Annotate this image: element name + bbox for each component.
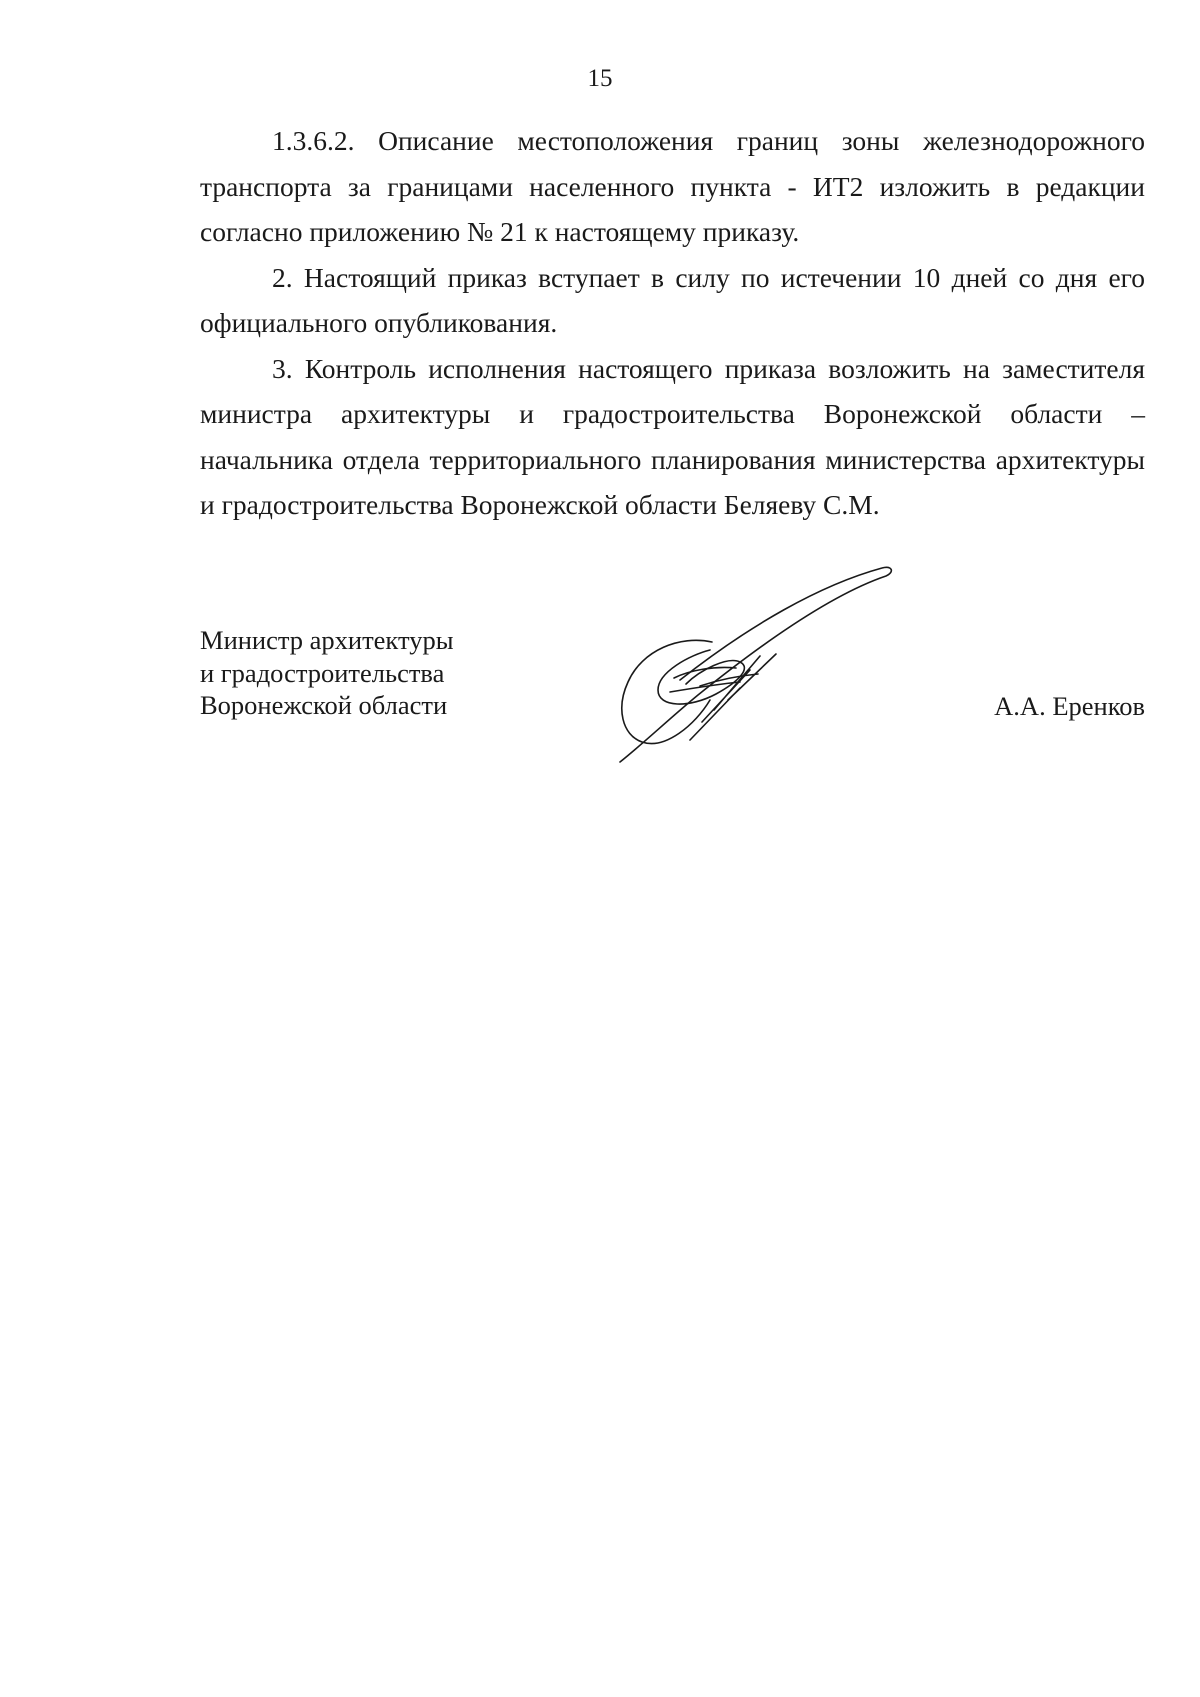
paragraph-2: 2. Настоящий приказ вступает в силу по истечении 10 дней со дня его официального опубликования.: [200, 261, 1145, 338]
signer-name: А.А. Еренков: [994, 691, 1145, 721]
page-number: 15: [587, 65, 613, 92]
signer-title-line: Воронежской области: [200, 690, 448, 720]
handwritten-signature: [590, 550, 970, 790]
paragraph-3: 3. Контроль исполнения настоящего приказа возложить на заместителя министра архитектуры и градостроительства Воронежской области – начальника отдела территориального планирования министерства архитектуры и градостроительства Воронежской области Беляеву С.М.: [200, 352, 1145, 520]
signer-title-line: и градостроительства: [200, 657, 445, 688]
signer-title: [200, 624, 454, 722]
document-body: [200, 118, 1145, 528]
paragraph-1-3-6-2: 1.3.6.2. Описание местоположения границ зоны железнодорожного транспорта за границами населенного пункта - ИТ2 изложить в редакции согласно приложению № 21 к настоящему приказу.: [200, 125, 1145, 247]
signer-title-line: Министр архитектуры: [200, 625, 454, 655]
